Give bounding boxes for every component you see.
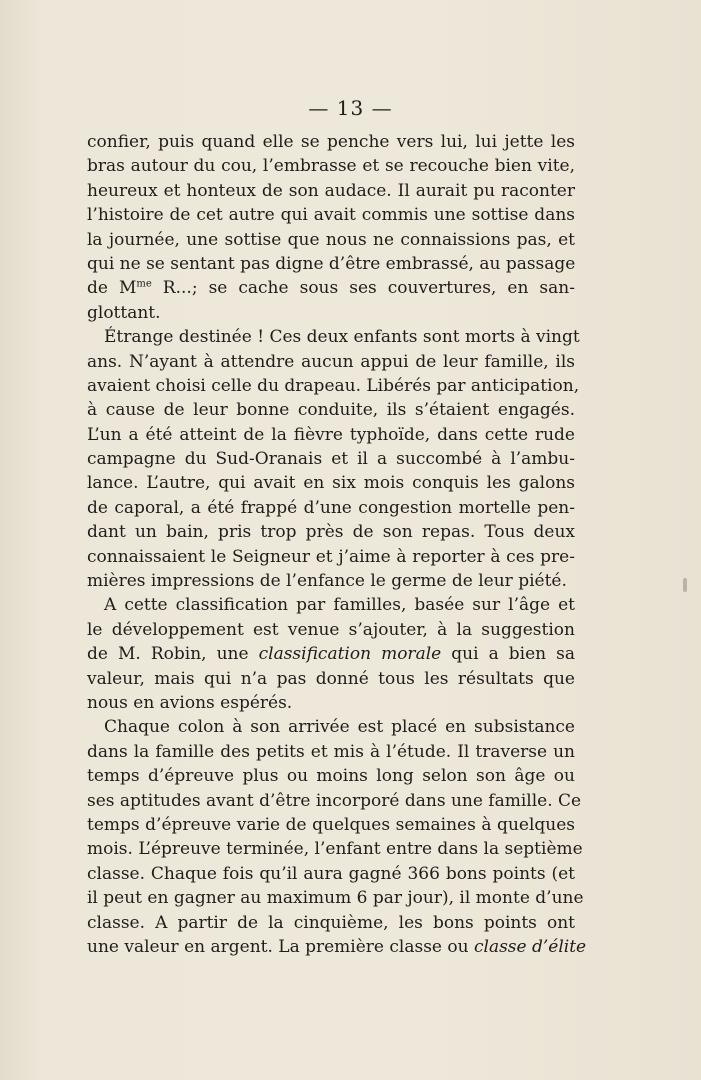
page-number: — 13 — bbox=[308, 96, 393, 120]
text-line: de caporal, a été frappé d’une congestion mortelle pen- bbox=[87, 497, 575, 518]
text-line: campagne du Sud-Oranais et il a succombé à l’ambu- bbox=[87, 449, 575, 470]
text-line: valeur, mais qui n’a pas donné tous les résultats que bbox=[87, 668, 575, 689]
text-run: une valeur en argent. La première classe ou bbox=[87, 936, 474, 957]
text-line: ans. N’ayant à attendre aucun appui de leur famille, ils bbox=[87, 351, 575, 372]
text-line: mières impressions de l’enfance le germe de leur piété. bbox=[87, 571, 567, 592]
text-line: classe. Chaque fois qu’il aura gagné 366 bons points (et bbox=[87, 863, 575, 884]
text-line: l’histoire de cet autre qui avait commis une sottise dans bbox=[87, 205, 575, 226]
text-line bbox=[87, 642, 575, 666]
text-line: avaient choisi celle du drapeau. Libérés par anticipation, bbox=[87, 375, 580, 396]
text-line: bras autour du cou, l’embrasse et se recouche bien vite, bbox=[87, 156, 575, 177]
text-run: de M bbox=[87, 278, 137, 299]
italic-text: classe d’élite bbox=[473, 936, 587, 957]
text-line: temps d’épreuve plus ou moins long selon son âge ou bbox=[87, 766, 575, 787]
text-line: glottant. bbox=[87, 302, 161, 323]
text-line: dant un bain, pris trop près de son repas. Tous deux bbox=[87, 522, 575, 543]
italic-text: classification morale bbox=[258, 644, 442, 665]
text-line: Chaque colon à son arrivée est placé en subsistance bbox=[104, 717, 575, 738]
text-line: il peut en gagner au maximum 6 par jour), il monte d’une bbox=[87, 888, 584, 909]
text-line: qui ne se sentant pas digne d’être embrassé, au passage bbox=[87, 253, 576, 274]
text-run: de M. Robin, une bbox=[87, 644, 259, 665]
text-line: A cette classification par familles, basée sur l’âge et bbox=[104, 595, 575, 616]
text-line: temps d’épreuve varie de quelques semaines à quelques bbox=[87, 814, 575, 835]
text-line: confier, puis quand elle se penche vers lui, lui jette les bbox=[87, 132, 575, 152]
text-line: Étrange destinée ! Ces deux enfants sont morts à vingt bbox=[104, 327, 580, 348]
text-line: L’un a été atteint de la fièvre typhoïde, dans cette rude bbox=[87, 424, 575, 445]
text-line: heureux et honteux de son audace. Il aurait pu raconter bbox=[87, 180, 575, 201]
text-line bbox=[87, 276, 575, 300]
text-run: qui a bien sa bbox=[441, 644, 575, 665]
text-line: mois. L’épreuve terminée, l’enfant entre dans la septième bbox=[87, 839, 583, 860]
text-line: dans la famille des petits et mis à l’étude. Il traverse un bbox=[87, 741, 575, 762]
text-line: classe. A partir de la cinquième, les bons points ont bbox=[87, 912, 575, 933]
text-line: nous en avions espérés. bbox=[87, 692, 293, 713]
text-line: à cause de leur bonne conduite, ils s’étaient engagés. bbox=[87, 400, 575, 421]
text-run: R...; se cache sous ses couvertures, en san- bbox=[151, 278, 575, 299]
text-line: ses aptitudes avant d’être incorporé dans une famille. Ce bbox=[87, 790, 582, 811]
text-line: le développement est venue s’ajouter, à la suggestion bbox=[87, 619, 575, 640]
text-line: connaissaient le Seigneur et j’aime à reporter à ces pre- bbox=[87, 546, 575, 567]
paper-speck bbox=[683, 578, 687, 592]
text-line bbox=[87, 935, 587, 959]
text-line: la journée, une sottise que nous ne connaissions pas, et bbox=[87, 229, 575, 250]
body-text bbox=[87, 130, 587, 959]
superscript: me bbox=[136, 278, 152, 290]
text-line: lance. L’autre, qui avait en six mois conquis les galons bbox=[87, 473, 575, 494]
